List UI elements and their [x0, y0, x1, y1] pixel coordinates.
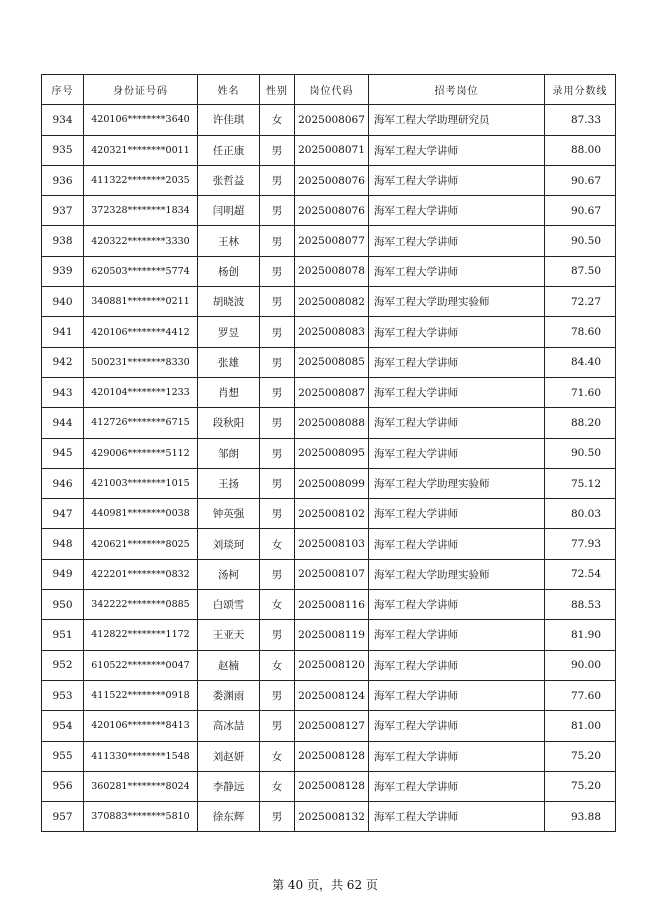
table-row — [42, 105, 616, 135]
post-code-cell: 2025008128 — [295, 771, 369, 801]
post-code-cell: 2025008128 — [295, 741, 369, 771]
table-row — [42, 741, 616, 771]
table-row — [42, 529, 616, 559]
name-cell: 闫明超 — [198, 196, 260, 226]
post-code-cell: 2025008119 — [295, 620, 369, 650]
score-cell: 90.50 — [545, 226, 616, 256]
gender-cell: 男 — [260, 802, 295, 832]
post-cell: 海军工程大学助理实验师 — [369, 468, 545, 498]
index-cell: 943 — [42, 377, 84, 407]
gender-cell: 男 — [260, 559, 295, 589]
gender-cell: 男 — [260, 468, 295, 498]
table-row — [42, 559, 616, 589]
post-cell: 海军工程大学讲师 — [369, 620, 545, 650]
post-cell: 海军工程大学讲师 — [369, 711, 545, 741]
id-number-cell: 500231********8330 — [84, 347, 198, 377]
post-cell: 海军工程大学讲师 — [369, 529, 545, 559]
name-cell: 王林 — [198, 226, 260, 256]
name-cell: 张雄 — [198, 347, 260, 377]
name-cell: 白颂雪 — [198, 590, 260, 620]
post-cell: 海军工程大学讲师 — [369, 135, 545, 165]
post-code-cell: 2025008083 — [295, 317, 369, 347]
index-cell: 951 — [42, 620, 84, 650]
score-cell: 77.60 — [545, 680, 616, 710]
score-cell: 90.67 — [545, 196, 616, 226]
post-cell: 海军工程大学讲师 — [369, 741, 545, 771]
table-row — [42, 226, 616, 256]
post-code-cell: 2025008076 — [295, 196, 369, 226]
index-cell: 953 — [42, 680, 84, 710]
gender-cell: 男 — [260, 256, 295, 286]
index-cell: 946 — [42, 468, 84, 498]
score-cell: 75.20 — [545, 771, 616, 801]
index-cell: 954 — [42, 711, 84, 741]
id-number-cell: 440981********0038 — [84, 499, 198, 529]
post-code-cell: 2025008078 — [295, 256, 369, 286]
gender-cell: 男 — [260, 196, 295, 226]
index-cell: 955 — [42, 741, 84, 771]
post-cell: 海军工程大学讲师 — [369, 590, 545, 620]
post-cell: 海军工程大学讲师 — [369, 317, 545, 347]
index-cell: 937 — [42, 196, 84, 226]
name-cell: 李静远 — [198, 771, 260, 801]
post-code-cell: 2025008085 — [295, 347, 369, 377]
post-code-cell: 2025008102 — [295, 499, 369, 529]
table-row — [42, 165, 616, 195]
score-cell: 87.33 — [545, 105, 616, 135]
post-cell: 海军工程大学讲师 — [369, 377, 545, 407]
id-number-cell: 429006********5112 — [84, 438, 198, 468]
id-number-cell: 372328********1834 — [84, 196, 198, 226]
score-cell: 81.00 — [545, 711, 616, 741]
post-cell: 海军工程大学讲师 — [369, 802, 545, 832]
score-cell: 90.67 — [545, 165, 616, 195]
id-number-cell: 412726********6715 — [84, 408, 198, 438]
gender-cell: 男 — [260, 377, 295, 407]
index-cell: 945 — [42, 438, 84, 468]
name-cell: 汤柯 — [198, 559, 260, 589]
score-cell: 88.53 — [545, 590, 616, 620]
score-cell: 72.54 — [545, 559, 616, 589]
post-code-cell: 2025008124 — [295, 680, 369, 710]
table-row — [42, 408, 616, 438]
id-number-cell: 422201********0832 — [84, 559, 198, 589]
score-cell: 78.60 — [545, 317, 616, 347]
gender-cell: 女 — [260, 741, 295, 771]
name-cell: 罗昱 — [198, 317, 260, 347]
post-cell: 海军工程大学讲师 — [369, 408, 545, 438]
table-row — [42, 438, 616, 468]
index-cell: 935 — [42, 135, 84, 165]
index-cell: 934 — [42, 105, 84, 135]
gender-cell: 男 — [260, 680, 295, 710]
name-cell: 钟英强 — [198, 499, 260, 529]
id-number-cell: 420322********3330 — [84, 226, 198, 256]
name-cell: 许佳琪 — [198, 105, 260, 135]
score-cell: 90.50 — [545, 438, 616, 468]
name-cell: 段秋阳 — [198, 408, 260, 438]
index-cell: 941 — [42, 317, 84, 347]
name-cell: 赵楠 — [198, 650, 260, 680]
gender-cell: 男 — [260, 135, 295, 165]
name-cell: 邹朗 — [198, 438, 260, 468]
index-cell: 940 — [42, 287, 84, 317]
name-cell: 胡晓波 — [198, 287, 260, 317]
index-cell: 936 — [42, 165, 84, 195]
id-number-cell: 420621********8025 — [84, 529, 198, 559]
index-cell: 952 — [42, 650, 84, 680]
post-cell: 海军工程大学讲师 — [369, 347, 545, 377]
id-number-cell: 340881********0211 — [84, 287, 198, 317]
score-cell: 90.00 — [545, 650, 616, 680]
id-number-cell: 411522********0918 — [84, 680, 198, 710]
post-code-cell: 2025008127 — [295, 711, 369, 741]
post-code-cell: 2025008116 — [295, 590, 369, 620]
results-table — [41, 74, 616, 832]
table-row — [42, 650, 616, 680]
gender-cell: 女 — [260, 650, 295, 680]
table-row — [42, 347, 616, 377]
post-code-cell: 2025008077 — [295, 226, 369, 256]
table-header-row — [42, 75, 616, 105]
header-post: 招考岗位 — [369, 75, 545, 105]
post-code-cell: 2025008095 — [295, 438, 369, 468]
post-cell: 海军工程大学讲师 — [369, 165, 545, 195]
post-code-cell: 2025008099 — [295, 468, 369, 498]
header-post-code: 岗位代码 — [295, 75, 369, 105]
gender-cell: 男 — [260, 408, 295, 438]
index-cell: 947 — [42, 499, 84, 529]
post-cell: 海军工程大学讲师 — [369, 196, 545, 226]
table-row — [42, 680, 616, 710]
post-cell: 海军工程大学助理实验师 — [369, 559, 545, 589]
name-cell: 王亚天 — [198, 620, 260, 650]
name-cell: 徐东辉 — [198, 802, 260, 832]
post-cell: 海军工程大学讲师 — [369, 499, 545, 529]
post-cell: 海军工程大学讲师 — [369, 680, 545, 710]
post-cell: 海军工程大学讲师 — [369, 256, 545, 286]
gender-cell: 男 — [260, 317, 295, 347]
score-cell: 75.20 — [545, 741, 616, 771]
gender-cell: 男 — [260, 226, 295, 256]
table-row — [42, 590, 616, 620]
index-cell: 938 — [42, 226, 84, 256]
table-row — [42, 196, 616, 226]
index-cell: 956 — [42, 771, 84, 801]
gender-cell: 男 — [260, 347, 295, 377]
id-number-cell: 411322********2035 — [84, 165, 198, 195]
index-cell: 939 — [42, 256, 84, 286]
name-cell: 刘琰珂 — [198, 529, 260, 559]
post-cell: 海军工程大学讲师 — [369, 226, 545, 256]
gender-cell: 男 — [260, 165, 295, 195]
id-number-cell: 411330********1548 — [84, 741, 198, 771]
id-number-cell: 610522********0047 — [84, 650, 198, 680]
name-cell: 任正康 — [198, 135, 260, 165]
gender-cell: 女 — [260, 771, 295, 801]
id-number-cell: 421003********1015 — [84, 468, 198, 498]
id-number-cell: 370883********5810 — [84, 802, 198, 832]
score-cell: 84.40 — [545, 347, 616, 377]
id-number-cell: 620503********5774 — [84, 256, 198, 286]
header-id-number: 身份证号码 — [84, 75, 198, 105]
post-cell: 海军工程大学助理实验师 — [369, 287, 545, 317]
score-cell: 88.00 — [545, 135, 616, 165]
post-code-cell: 2025008067 — [295, 105, 369, 135]
table-row — [42, 620, 616, 650]
table-row — [42, 256, 616, 286]
gender-cell: 男 — [260, 438, 295, 468]
header-score: 录用分数线 — [545, 75, 616, 105]
name-cell: 张哲益 — [198, 165, 260, 195]
id-number-cell: 420321********0011 — [84, 135, 198, 165]
id-number-cell: 420106********4412 — [84, 317, 198, 347]
post-cell: 海军工程大学讲师 — [369, 650, 545, 680]
name-cell: 王扬 — [198, 468, 260, 498]
score-cell: 77.93 — [545, 529, 616, 559]
table-row — [42, 802, 616, 832]
post-code-cell: 2025008088 — [295, 408, 369, 438]
header-gender: 性别 — [260, 75, 295, 105]
id-number-cell: 360281********8024 — [84, 771, 198, 801]
table-row — [42, 771, 616, 801]
score-cell: 93.88 — [545, 802, 616, 832]
name-cell: 刘赵妍 — [198, 741, 260, 771]
table-row — [42, 468, 616, 498]
index-cell: 949 — [42, 559, 84, 589]
post-code-cell: 2025008103 — [295, 529, 369, 559]
score-cell: 88.20 — [545, 408, 616, 438]
gender-cell: 女 — [260, 590, 295, 620]
table-row — [42, 135, 616, 165]
score-cell: 71.60 — [545, 377, 616, 407]
header-name: 姓名 — [198, 75, 260, 105]
post-code-cell: 2025008132 — [295, 802, 369, 832]
table-row — [42, 287, 616, 317]
name-cell: 杨创 — [198, 256, 260, 286]
id-number-cell: 420106********8413 — [84, 711, 198, 741]
post-code-cell: 2025008071 — [295, 135, 369, 165]
post-code-cell: 2025008120 — [295, 650, 369, 680]
id-number-cell: 412822********1172 — [84, 620, 198, 650]
table-row — [42, 317, 616, 347]
name-cell: 肖想 — [198, 377, 260, 407]
table-row — [42, 377, 616, 407]
gender-cell: 女 — [260, 529, 295, 559]
post-cell: 海军工程大学讲师 — [369, 438, 545, 468]
page-footer: 第 40 页，共 62 页 — [272, 878, 378, 892]
index-cell: 944 — [42, 408, 84, 438]
index-cell: 942 — [42, 347, 84, 377]
post-cell: 海军工程大学讲师 — [369, 771, 545, 801]
name-cell: 娄渊雨 — [198, 680, 260, 710]
post-code-cell: 2025008082 — [295, 287, 369, 317]
score-cell: 80.03 — [545, 499, 616, 529]
index-cell: 957 — [42, 802, 84, 832]
score-cell: 75.12 — [545, 468, 616, 498]
gender-cell: 男 — [260, 620, 295, 650]
index-cell: 948 — [42, 529, 84, 559]
score-cell: 81.90 — [545, 620, 616, 650]
score-cell: 72.27 — [545, 287, 616, 317]
gender-cell: 男 — [260, 287, 295, 317]
id-number-cell: 342222********0885 — [84, 590, 198, 620]
name-cell: 高冰喆 — [198, 711, 260, 741]
post-code-cell: 2025008107 — [295, 559, 369, 589]
header-index: 序号 — [42, 75, 84, 105]
score-cell: 87.50 — [545, 256, 616, 286]
gender-cell: 男 — [260, 711, 295, 741]
id-number-cell: 420106********3640 — [84, 105, 198, 135]
gender-cell: 男 — [260, 499, 295, 529]
table-row — [42, 711, 616, 741]
post-code-cell: 2025008087 — [295, 377, 369, 407]
gender-cell: 女 — [260, 105, 295, 135]
id-number-cell: 420104********1233 — [84, 377, 198, 407]
post-cell: 海军工程大学助理研究员 — [369, 105, 545, 135]
table-row — [42, 499, 616, 529]
post-code-cell: 2025008076 — [295, 165, 369, 195]
index-cell: 950 — [42, 590, 84, 620]
